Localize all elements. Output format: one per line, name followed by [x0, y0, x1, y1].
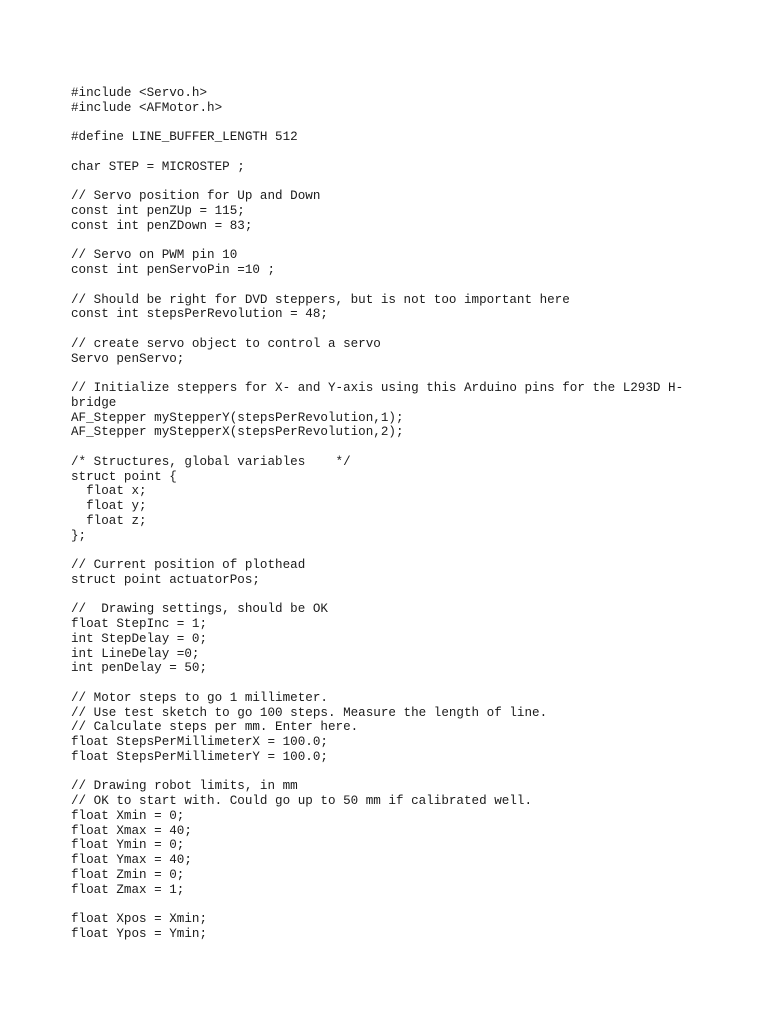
code-line: #define LINE_BUFFER_LENGTH 512	[71, 130, 298, 145]
code-line: const int penZDown = 83;	[71, 218, 253, 233]
blank-line	[71, 278, 731, 293]
code-line: float Zmax = 1;	[71, 882, 185, 897]
code-line: // Initialize steppers for X- and Y-axis using this Arduino pins for the L293D H-	[71, 381, 684, 395]
code-line: const int penServoPin =10 ;	[71, 263, 276, 277]
code-line: Servo penServo;	[71, 351, 185, 366]
code-line: };	[71, 528, 87, 543]
code-line: #include <AFMotor.h>	[71, 100, 223, 115]
code-line: // Current position of plothead	[71, 558, 306, 572]
code-line: float y;	[71, 499, 147, 513]
code-line: float x;	[71, 484, 147, 499]
code-line: float StepsPerMillimeterY = 100.0;	[71, 749, 328, 764]
code-line: float z;	[71, 513, 147, 528]
code-line: AF_Stepper myStepperY(stepsPerRevolution,1);	[71, 410, 404, 425]
code-line: // Should be right for DVD steppers, but is not too important here	[71, 292, 570, 307]
code-listing	[71, 86, 731, 942]
code-line: bridge	[71, 395, 117, 410]
code-line: #include <Servo.h>	[71, 86, 208, 100]
code-line: AF_Stepper myStepperX(stepsPerRevolution,2);	[71, 425, 404, 440]
code-line: // Servo on PWM pin 10	[71, 248, 238, 263]
code-line: struct point {	[71, 469, 177, 484]
code-line: float Xmin = 0;	[71, 808, 185, 823]
code-line: float Ymax = 40;	[71, 853, 192, 867]
blank-line	[71, 440, 731, 455]
code-line: int StepDelay = 0;	[71, 631, 208, 646]
code-line: float StepInc = 1;	[71, 617, 208, 631]
code-line: // Calculate steps per mm. Enter here.	[71, 720, 359, 735]
code-line: // Motor steps to go 1 millimeter.	[71, 690, 328, 705]
blank-line	[71, 234, 731, 249]
code-line: float StepsPerMillimeterX = 100.0;	[71, 735, 328, 749]
blank-line	[71, 588, 731, 603]
blank-line	[71, 897, 731, 912]
code-line: float Zmin = 0;	[71, 867, 185, 882]
code-line: // Drawing robot limits, in mm	[71, 779, 298, 794]
code-line: float Ypos = Ymin;	[71, 926, 208, 941]
code-line: int LineDelay =0;	[71, 646, 200, 661]
code-line: float Xmax = 40;	[71, 823, 192, 838]
blank-line	[71, 676, 731, 691]
code-line: // Drawing settings, should be OK	[71, 602, 328, 617]
code-line: int penDelay = 50;	[71, 661, 208, 676]
code-line: const int stepsPerRevolution = 48;	[71, 307, 328, 322]
code-line: // Use test sketch to go 100 steps. Measure the length of line.	[71, 705, 548, 720]
blank-line	[71, 366, 731, 381]
blank-line	[71, 116, 731, 131]
blank-line	[71, 543, 731, 558]
code-line: // create servo object to control a servo	[71, 336, 381, 351]
blank-line	[71, 322, 731, 337]
blank-line	[71, 145, 731, 160]
code-line: // Servo position for Up and Down	[71, 189, 321, 204]
code-line: // OK to start with. Could go up to 50 mm if calibrated well.	[71, 794, 533, 808]
code-line: /* Structures, global variables */	[71, 454, 351, 469]
code-line: char STEP = MICROSTEP ;	[71, 159, 245, 174]
code-line: float Xpos = Xmin;	[71, 912, 208, 926]
code-line: struct point actuatorPos;	[71, 572, 260, 587]
blank-line	[71, 175, 731, 190]
code-line: float Ymin = 0;	[71, 838, 185, 853]
code-line: const int penZUp = 115;	[71, 204, 245, 218]
blank-line	[71, 765, 731, 780]
